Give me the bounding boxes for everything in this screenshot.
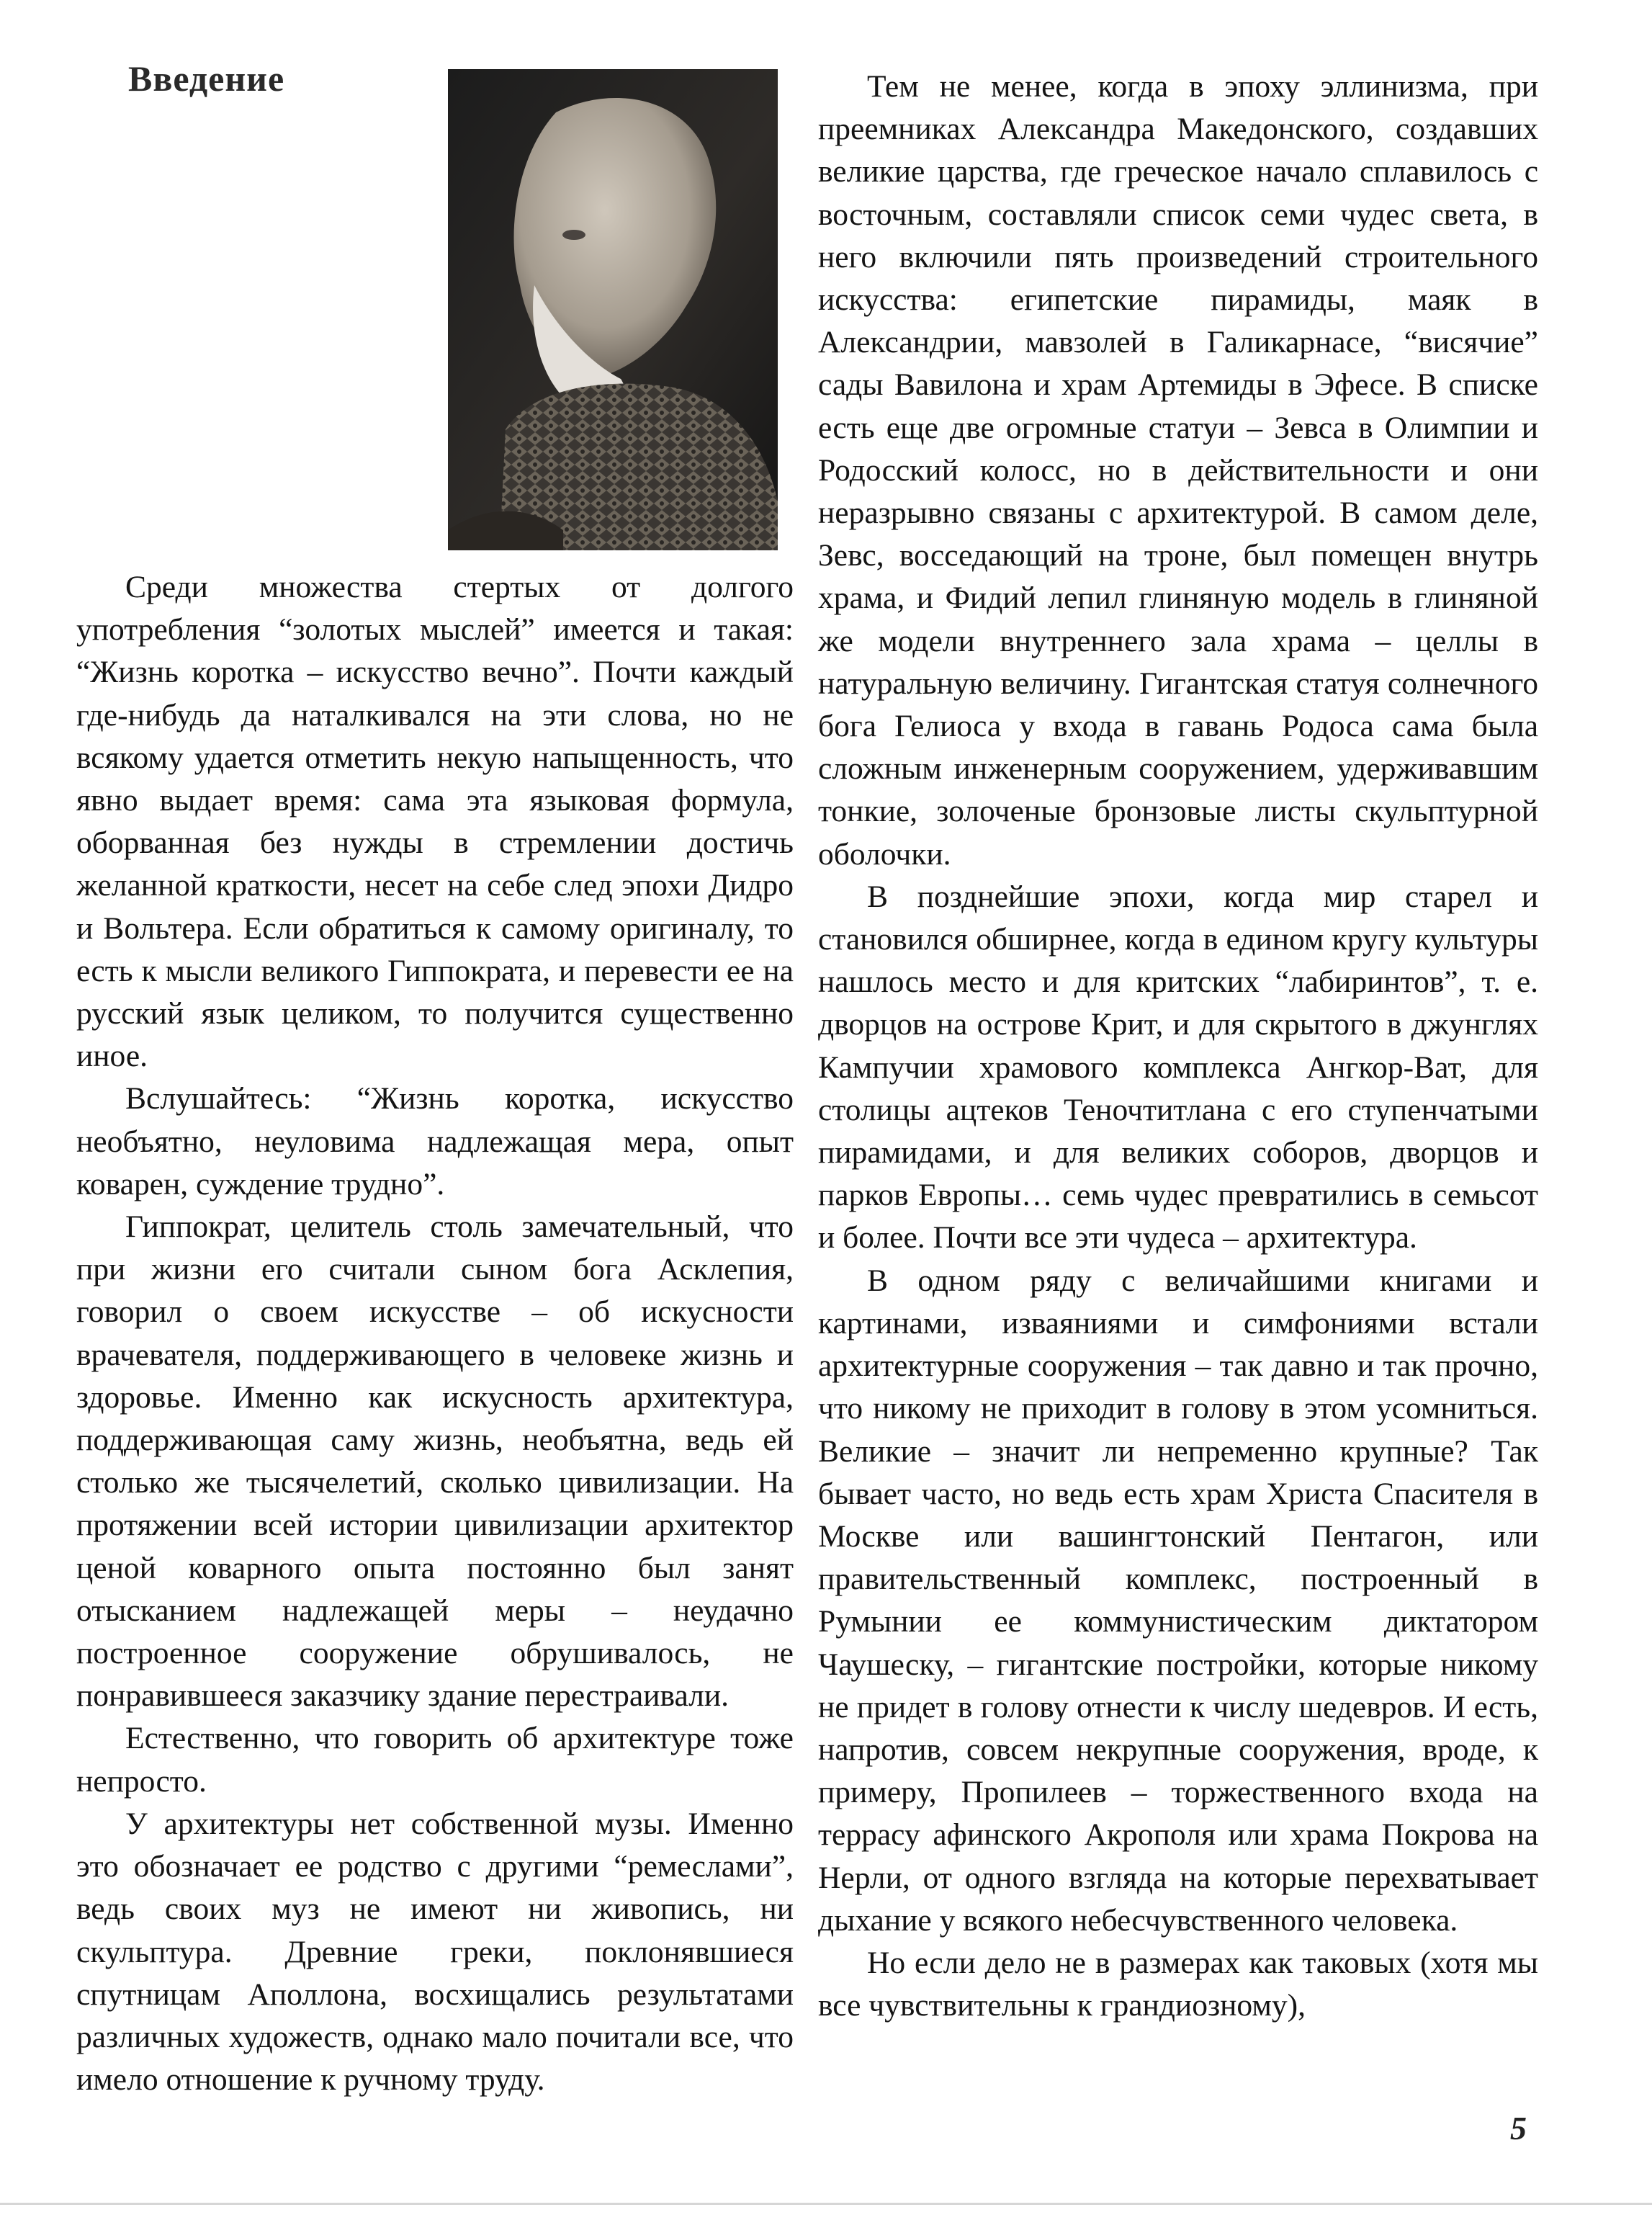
paragraph: В одном ряду с величайшими книгами и картинами, изваяниями и симфониями встали архитектурные сооружения – так давно и так прочно, что никому не приходит в голову в этом усомниться. Великие – значит ли непременно крупные? Так бывает часто, но ведь есть храм Христа Спасителя в Москве или вашингтонский Пентагон, или правительственный комплекс, построенный в Румынии ее коммунистическим диктатором Чаушеску, – гигантские постройки, которые никому не придет в голову отнести к числу шедевров. И есть, напротив, совсем некрупные сооружения, вроде, к примеру, Пропилеев – торжественного входа на террасу афинского Акрополя или храма Покрова на Нерли, от одного взгляда на которые перехватывает дыхание у всякого небесчувственного человека. xyxy=(818,1263,1538,1938)
portrait-photo xyxy=(448,69,778,550)
paragraph: Среди множества стертых от долгого употребления “золотых мыслей” имеется и такая: “Жизнь коротка – искусство вечно”. Почти каждый где-нибудь да наталкивался на эти слова, но не всякому удается отметить некую напыщенность, что явно выдает время: сама эта языковая формула, оборванная без нужды в стремлении достичь желанной краткости, несет на себе след эпохи Дидро и Вольтера. Если обратиться к самому оригиналу, то есть к мысли великого Гиппократа, и перевести ее на русский язык целиком, то получится существенно иное. xyxy=(76,570,794,1074)
paragraph: Гиппократ, целитель столь замечательный, что при жизни его считали сыном бога Асклепия, говорил о своем искусстве – об искусности врачевателя, поддерживающего в человеке жизнь и здоровье. Именно как искусность архитектура, поддерживающая саму жизнь, необъятна, ведь ей столько же тысячелетий, сколько цивилизации. На протяжении всей истории цивилизации архитектор ценой коварного опыта постоянно был занят отысканием надлежащей меры – неудачно построенное сооружение обрушивалось, не понравившееся заказчику здание перестраивали. xyxy=(76,1209,794,1714)
page-number: 5 xyxy=(1510,2110,1527,2147)
paragraph: В позднейшие эпохи, когда мир старел и становился обширнее, когда в едином кругу культуры нашлось место и для критских “лабиринтов”, т. е. дворцов на острове Крит, и для скрытого в джунглях Кампучии храмового комплекса Ангкор-Ват, для столицы ацтеков Теночтитлана с его ступенчатыми пирамидами, и для великих соборов, дворцов и парков Европы… семь чудес превратились в семьсот и более. Почти все эти чудеса – архитектура. xyxy=(818,879,1538,1256)
eye-shape xyxy=(562,230,585,240)
paragraph: Но если дело не в размерах как таковых (хотя мы все чувствительны к грандиозному), xyxy=(818,1945,1538,2023)
left-text-column xyxy=(76,566,794,2101)
page-edge-divider xyxy=(0,2203,1652,2205)
section-heading: Введение xyxy=(128,58,285,99)
paragraph: Вслушайтесь: “Жизнь коротка, искусство необъятно, неуловима надлежащая мера, опыт коварен, суждение трудно”. xyxy=(76,1081,794,1201)
right-text-column xyxy=(818,66,1538,2027)
paragraph: Тем не менее, когда в эпоху эллинизма, при преемниках Александра Македонского, создавших великие царства, где греческое начало сплавилось с восточным, составляли список семи чудес света, в него включили пять произведений строительного искусства: египетские пирамиды, маяк в Александрии, мавзолей в Галикарнасе, “висячие” сады Вавилона и храм Артемиды в Эфесе. В списке есть еще две огромные статуи – Зевса в Олимпии и Родосский колосс, но в действительности и они неразрывно связаны с архитектурой. В самом деле, Зевс, восседающий на троне, был помещен внутрь храма, и Фидий лепил глиняную модель в глиняной же модели внутреннего зала храма – целлы в натуральную величину. Гигантская статуя солнечного бога Гелиоса у входа в гавань Родоса сама была сложным инженерным сооружением, удерживавшим тонкие, золоченые бронзовые листы скульптурной оболочки. xyxy=(818,69,1538,872)
portrait-illustration xyxy=(448,69,778,550)
paragraph: Естественно, что говорить об архитектуре тоже непросто. xyxy=(76,1721,794,1799)
paragraph: У архитектуры нет собственной музы. Именно это обозначает ее родство с другими “ремеслами”, ведь своих муз не имеют ни живопись, ни скульптура. Древние греки, поклонявшиеся спутницам Аполлона, восхищались результатами различных художеств, однако мало почитали все, что имело отношение к ручному труду. xyxy=(76,1806,794,2098)
